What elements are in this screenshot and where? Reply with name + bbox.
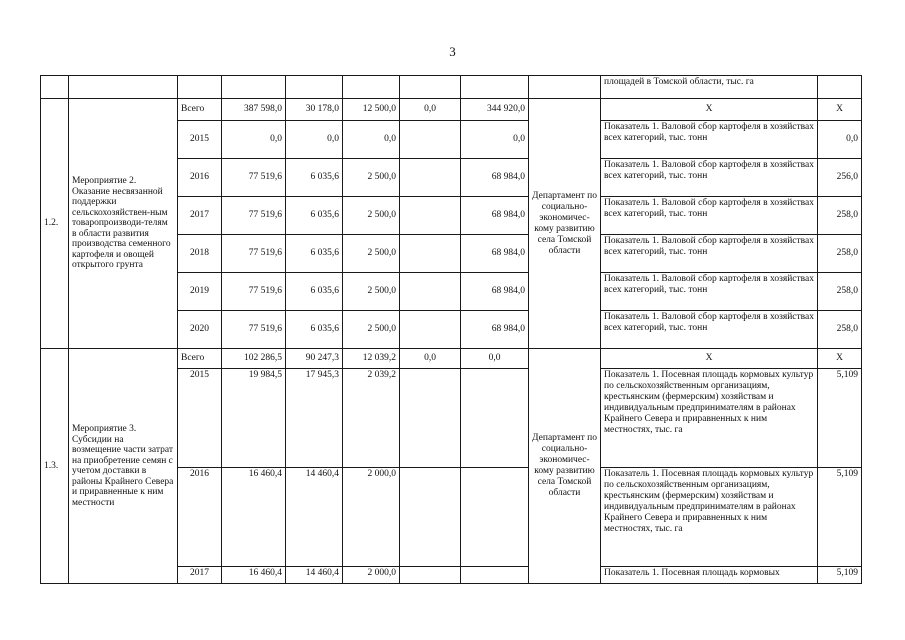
cell xyxy=(343,76,400,99)
indicator-cell: X xyxy=(601,99,818,121)
federal-cell: 30 178,0 xyxy=(286,99,343,121)
indicator-cell: Показатель 1. Валовой сбор картофеля в хозяйствах всех категорий, тыс. тонн xyxy=(601,197,818,235)
total-cell: 16 460,4 xyxy=(222,567,286,584)
other-cell: 0,0 xyxy=(461,121,529,159)
table-row xyxy=(41,349,862,369)
federal-cell: 90 247,3 xyxy=(286,349,343,369)
total-cell: 77 519,6 xyxy=(222,235,286,273)
item-number: 1.3. xyxy=(41,349,69,584)
regional-cell: 2 500,0 xyxy=(343,273,400,311)
regional-cell: 2 500,0 xyxy=(343,159,400,197)
indicator-cell: Показатель 1. Посевная площадь кормовых культур по сельскохозяйственным организациям, крестьянским (фермерским) хозяйствам и индивидуальным предпринимателям в районах Крайнего Севера и приравненных к ним местностях, тыс. га xyxy=(601,369,818,468)
regional-cell: 12 039,2 xyxy=(343,349,400,369)
cell xyxy=(461,76,529,99)
cell xyxy=(400,76,461,99)
indicator-cell: Показатель 1. Валовой сбор картофеля в хозяйствах всех категорий, тыс. тонн xyxy=(601,235,818,273)
local-cell xyxy=(400,159,461,197)
indicator-cell: Показатель 1. Валовой сбор картофеля в хозяйствах всех категорий, тыс. тонн xyxy=(601,121,818,159)
indicator-cell: Показатель 1. Посевная площадь кормовых культур по сельскохозяйственным организациям, крестьянским (фермерским) хозяйствам и индивидуальным предпринимателям в районах Крайнего Севера и приравненных к ним местностях, тыс. га xyxy=(601,468,818,567)
indicator-cell: Показатель 1. Валовой сбор картофеля в хозяйствах всех категорий, тыс. тонн xyxy=(601,159,818,197)
year-cell: 2017 xyxy=(178,567,222,584)
local-cell xyxy=(400,311,461,349)
value-cell: 258,0 xyxy=(818,273,862,311)
total-cell: 77 519,6 xyxy=(222,273,286,311)
value-cell: 258,0 xyxy=(818,311,862,349)
indicator-cell: Показатель 1. Валовой сбор картофеля в хозяйствах всех категорий, тыс. тонн xyxy=(601,273,818,311)
other-cell: 0,0 xyxy=(461,349,529,369)
local-cell xyxy=(400,121,461,159)
value-cell: 258,0 xyxy=(818,197,862,235)
other-cell: 68 984,0 xyxy=(461,159,529,197)
other-cell: 68 984,0 xyxy=(461,197,529,235)
regional-cell: 2 039,2 xyxy=(343,369,400,468)
value-cell: 258,0 xyxy=(818,235,862,273)
cell xyxy=(69,76,178,99)
other-cell xyxy=(461,369,529,468)
value-cell: X xyxy=(818,349,862,369)
indicator-cell: Показатель 1. Валовой сбор картофеля в хозяйствах всех категорий, тыс. тонн xyxy=(601,311,818,349)
total-cell: 16 460,4 xyxy=(222,468,286,567)
value-cell: 5,109 xyxy=(818,369,862,468)
other-cell xyxy=(461,468,529,567)
year-cell: Всего xyxy=(178,99,222,121)
year-cell: 2016 xyxy=(178,159,222,197)
regional-cell: 2 000,0 xyxy=(343,567,400,584)
total-cell: 102 286,5 xyxy=(222,349,286,369)
value-cell: 5,109 xyxy=(818,468,862,567)
department-cell: Департамент по социально-экономичес-кому развитию села Томской области xyxy=(529,99,601,349)
year-cell: 2015 xyxy=(178,121,222,159)
other-cell: 68 984,0 xyxy=(461,273,529,311)
item-number: 1.2. xyxy=(41,99,69,349)
local-cell xyxy=(400,369,461,468)
federal-cell: 14 460,4 xyxy=(286,468,343,567)
activity-name: Мероприятие 2. Оказание несвязанной поддержки сельскохозяйствен-ным товаропроизводи-телям в области развития производства семенного картофеля и овощей открытого грунта xyxy=(69,99,178,349)
year-cell: 2016 xyxy=(178,468,222,567)
year-cell: 2017 xyxy=(178,197,222,235)
budget-table xyxy=(40,75,862,584)
year-cell: 2020 xyxy=(178,311,222,349)
total-cell: 0,0 xyxy=(222,121,286,159)
year-cell: Всего xyxy=(178,349,222,369)
activity-name: Мероприятие 3. Субсидии на возмещение части затрат на приобретение семян с учетом доставки в районы Крайнего Севера и приравненные к ним местности xyxy=(69,349,178,584)
local-cell xyxy=(400,567,461,584)
federal-cell: 17 945,3 xyxy=(286,369,343,468)
regional-cell: 0,0 xyxy=(343,121,400,159)
total-cell: 387 598,0 xyxy=(222,99,286,121)
page-number: 3 xyxy=(449,44,456,59)
cell xyxy=(818,76,862,99)
total-cell: 77 519,6 xyxy=(222,197,286,235)
regional-cell: 2 500,0 xyxy=(343,235,400,273)
federal-cell: 6 035,6 xyxy=(286,235,343,273)
value-cell: X xyxy=(818,99,862,121)
federal-cell: 6 035,6 xyxy=(286,197,343,235)
year-cell: 2019 xyxy=(178,273,222,311)
indicator-cell: Показатель 1. Посевная площадь кормовых xyxy=(601,567,818,584)
cell xyxy=(286,76,343,99)
department-cell: Департамент по социально-экономичес-кому развитию села Томской области xyxy=(529,349,601,584)
other-cell: 344 920,0 xyxy=(461,99,529,121)
local-cell xyxy=(400,235,461,273)
regional-cell: 2 000,0 xyxy=(343,468,400,567)
total-cell: 77 519,6 xyxy=(222,311,286,349)
local-cell: 0,0 xyxy=(400,349,461,369)
federal-cell: 6 035,6 xyxy=(286,273,343,311)
regional-cell: 2 500,0 xyxy=(343,311,400,349)
federal-cell: 6 035,6 xyxy=(286,159,343,197)
federal-cell: 6 035,6 xyxy=(286,311,343,349)
total-cell: 77 519,6 xyxy=(222,159,286,197)
value-cell: 0,0 xyxy=(818,121,862,159)
cell xyxy=(41,76,69,99)
other-cell xyxy=(461,567,529,584)
regional-cell: 12 500,0 xyxy=(343,99,400,121)
continuation-row xyxy=(41,76,862,99)
local-cell: 0,0 xyxy=(400,99,461,121)
other-cell: 68 984,0 xyxy=(461,311,529,349)
regional-cell: 2 500,0 xyxy=(343,197,400,235)
indicator-cell: площадей в Томской области, тыс. га xyxy=(601,76,818,99)
value-cell: 256,0 xyxy=(818,159,862,197)
value-cell: 5,109 xyxy=(818,567,862,584)
total-cell: 19 984,5 xyxy=(222,369,286,468)
year-cell: 2018 xyxy=(178,235,222,273)
table-row xyxy=(41,99,862,121)
cell xyxy=(222,76,286,99)
cell xyxy=(529,76,601,99)
local-cell xyxy=(400,468,461,567)
federal-cell: 14 460,4 xyxy=(286,567,343,584)
year-cell: 2015 xyxy=(178,369,222,468)
indicator-cell: X xyxy=(601,349,818,369)
cell xyxy=(178,76,222,99)
other-cell: 68 984,0 xyxy=(461,235,529,273)
local-cell xyxy=(400,273,461,311)
local-cell xyxy=(400,197,461,235)
federal-cell: 0,0 xyxy=(286,121,343,159)
